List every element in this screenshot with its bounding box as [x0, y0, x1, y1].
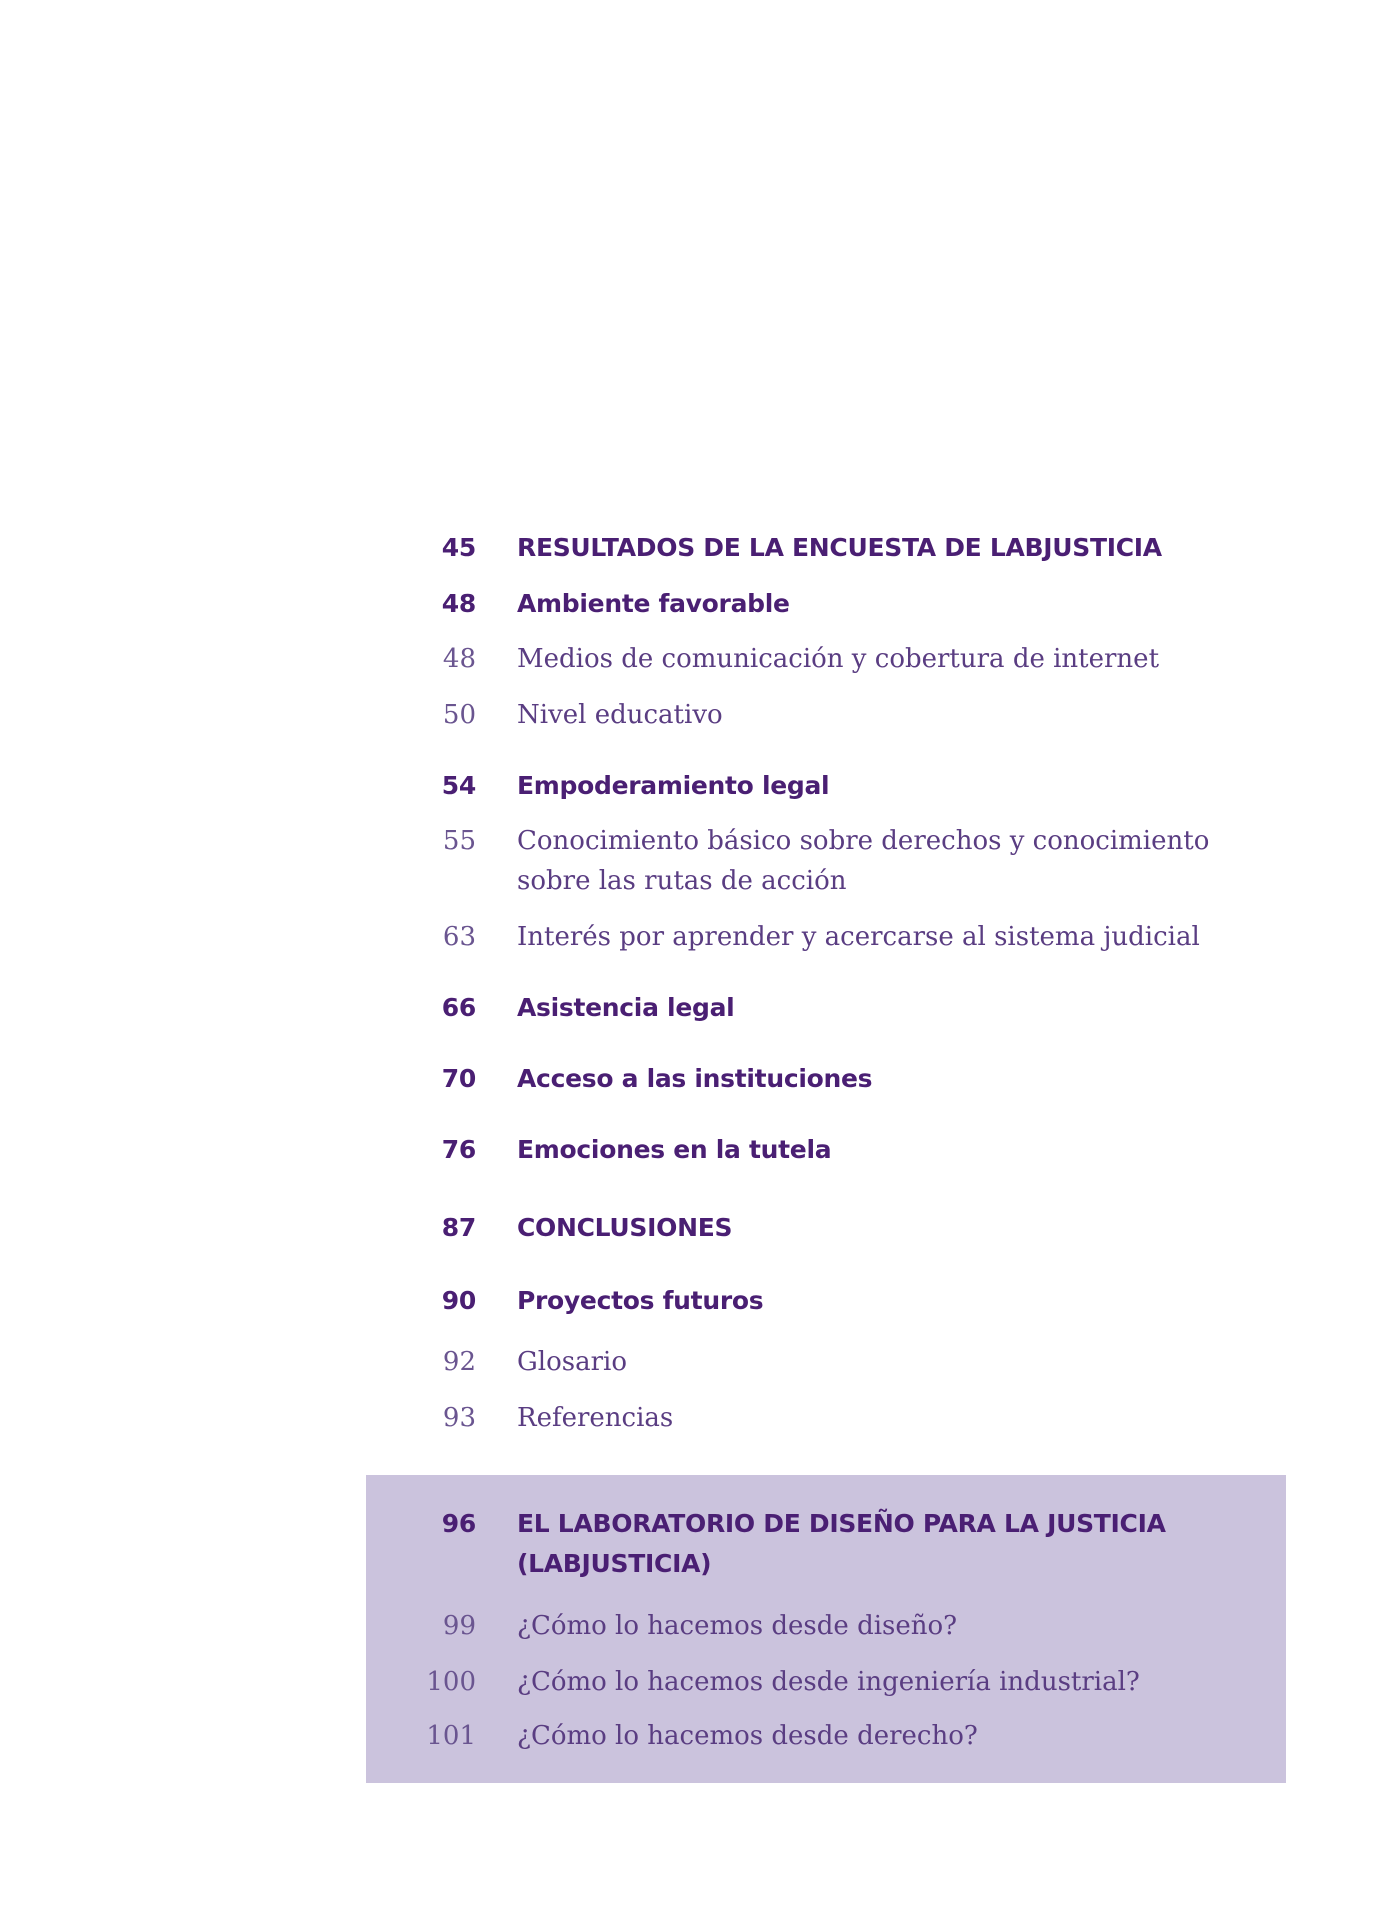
- toc-page-number: 93: [442, 1403, 476, 1433]
- toc-entry-title: Conocimiento básico sobre derechos y conocimiento sobre las rutas de acción: [517, 826, 1210, 896]
- toc-entry-conclusiones[interactable]: [420, 1208, 1220, 1248]
- toc-entry-title: Asistencia legal: [517, 993, 735, 1022]
- toc-entry-title: ¿Cómo lo hacemos desde diseño?: [517, 1611, 958, 1641]
- toc-entry-conocimiento-basico[interactable]: [420, 821, 1220, 901]
- toc-page-number: 92: [442, 1347, 476, 1377]
- toc-entry-title: Interés por aprender y acercarse al sistema judicial: [517, 922, 1200, 952]
- toc-page-number: 66: [441, 993, 476, 1022]
- toc-entry-glosario[interactable]: [420, 1342, 1220, 1382]
- toc-entry-emociones-tutela[interactable]: [420, 1130, 1220, 1170]
- toc-page-number: 48: [441, 589, 476, 618]
- toc-page-number: 45: [441, 533, 476, 562]
- toc-page-number: 63: [442, 922, 476, 952]
- toc-entry-title: Proyectos futuros: [517, 1286, 764, 1315]
- toc-entry-title: Empoderamiento legal: [517, 771, 830, 800]
- toc-page-number: 101: [426, 1721, 476, 1751]
- toc-entry-title: CONCLUSIONES: [517, 1213, 733, 1242]
- toc-page-number: 90: [441, 1286, 476, 1315]
- toc-entry-title: Ambiente favorable: [517, 589, 790, 618]
- toc-page-number: 48: [442, 644, 476, 674]
- toc-entry-nivel-educativo[interactable]: [420, 695, 1220, 735]
- toc-page-number: 96: [441, 1509, 476, 1538]
- toc-entry-interes-aprender[interactable]: [420, 917, 1220, 957]
- toc-entry-proyectos-futuros[interactable]: [420, 1281, 1220, 1321]
- toc-page-number: 87: [441, 1213, 476, 1242]
- toc-entry-title: Referencias: [517, 1403, 674, 1433]
- toc-page-number: 55: [442, 826, 476, 856]
- toc-entry-acceso-instituciones[interactable]: [420, 1059, 1220, 1099]
- toc-page-number: 76: [441, 1135, 476, 1164]
- toc-page-number: 54: [441, 771, 476, 800]
- toc-entry-title: Medios de comunicación y cobertura de internet: [517, 644, 1160, 674]
- toc-entry-medios-comunicacion[interactable]: [420, 639, 1220, 679]
- toc-entry-title: EL LABORATORIO DE DISEÑO PARA LA JUSTICIA (LABJUSTICIA): [517, 1509, 1166, 1578]
- toc-entry-resultados[interactable]: [420, 528, 1220, 568]
- toc-entry-title: Emociones en la tutela: [517, 1135, 832, 1164]
- toc-entry-como-ingenieria[interactable]: [420, 1662, 1220, 1702]
- toc-entry-title: Nivel educativo: [517, 700, 723, 730]
- toc-entry-ambiente-favorable[interactable]: [420, 584, 1220, 624]
- toc-page-number: 99: [442, 1611, 476, 1641]
- toc-entry-como-diseno[interactable]: [420, 1606, 1220, 1646]
- toc-entry-title: ¿Cómo lo hacemos desde derecho?: [517, 1721, 978, 1751]
- toc-page-number: 100: [426, 1667, 476, 1697]
- toc-entry-title: Glosario: [517, 1347, 627, 1377]
- toc-entry-laboratorio-diseno[interactable]: [420, 1504, 1220, 1584]
- toc-entry-title: RESULTADOS DE LA ENCUESTA DE LABJUSTICIA: [517, 533, 1162, 562]
- toc-page-number: 50: [442, 700, 476, 730]
- toc-entry-title: ¿Cómo lo hacemos desde ingeniería industrial?: [517, 1667, 1140, 1697]
- toc-page-number: 70: [441, 1064, 476, 1093]
- toc-entry-referencias[interactable]: [420, 1398, 1220, 1438]
- toc-entry-asistencia-legal[interactable]: [420, 988, 1220, 1028]
- toc-entry-title: Acceso a las instituciones: [517, 1064, 873, 1093]
- toc-entry-como-derecho[interactable]: [420, 1716, 1220, 1756]
- toc-entry-empoderamiento-legal[interactable]: [420, 766, 1220, 806]
